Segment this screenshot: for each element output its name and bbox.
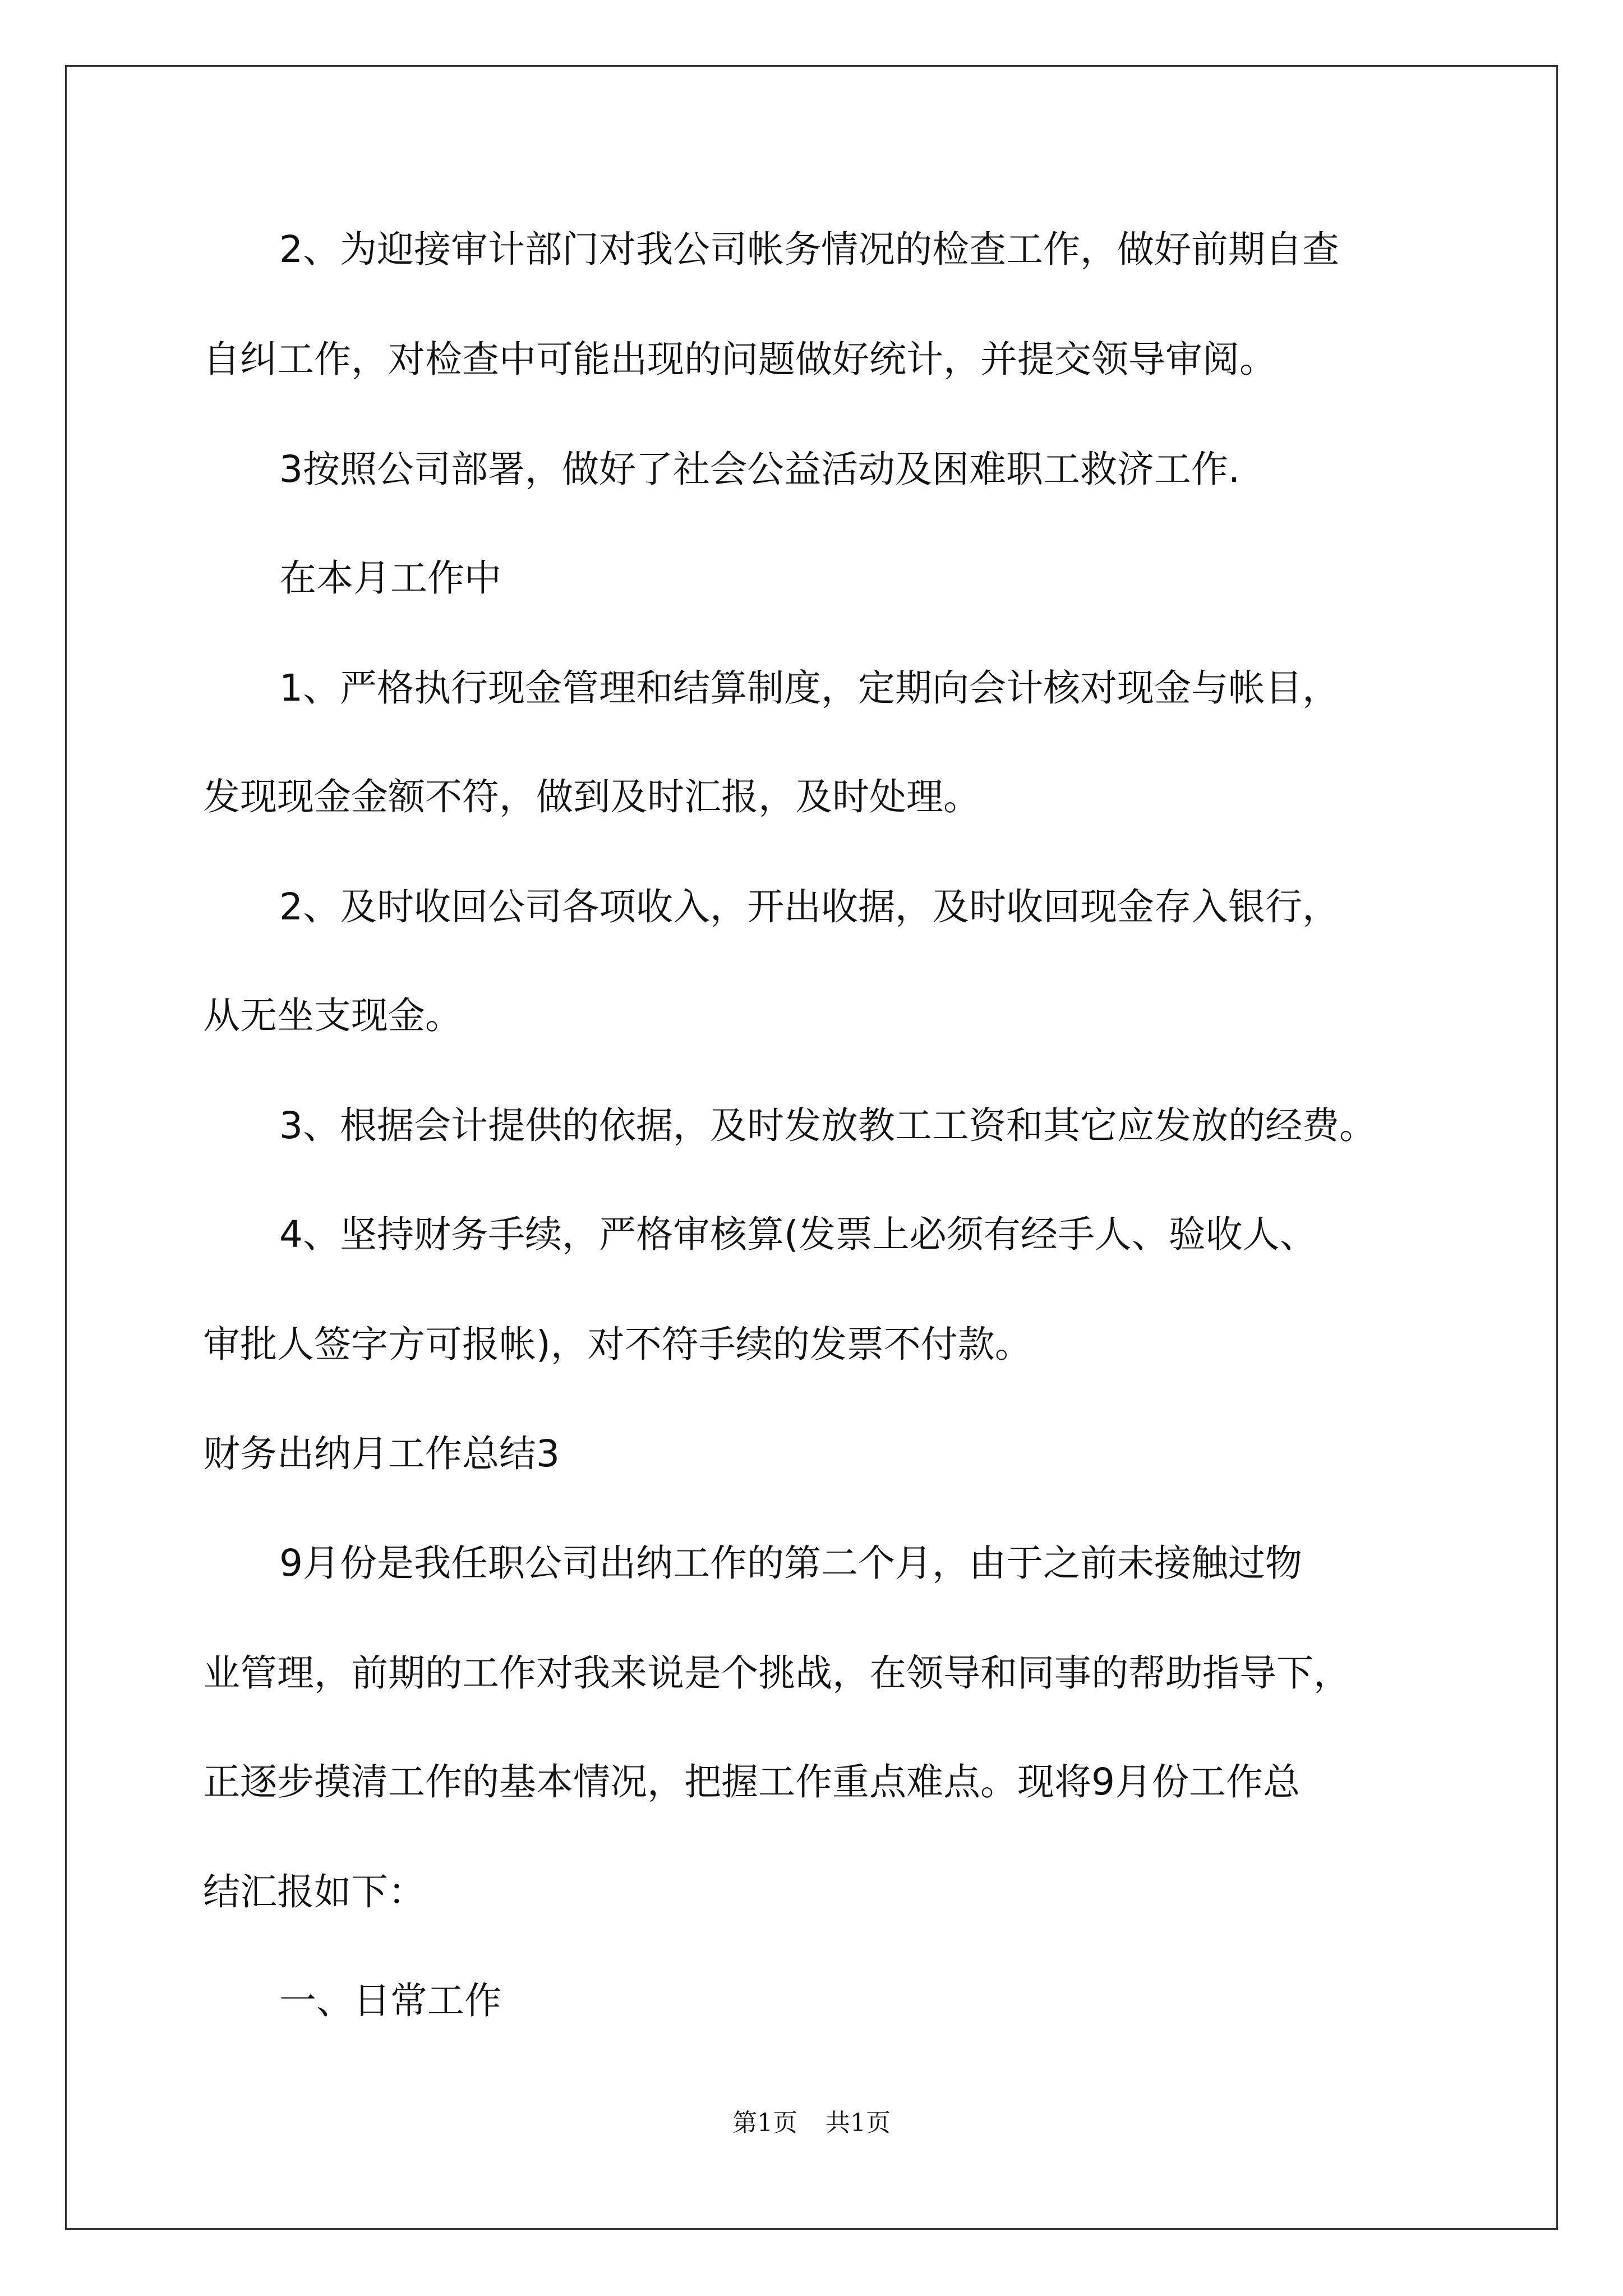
paragraph-line: 4、坚持财务手续，严格审核算(发票上必须有经手人、验收人、 [279, 1213, 1317, 1256]
paragraph-line: 自纠工作，对检查中可能出现的问题做好统计，并提交领导审阅。 [203, 338, 1276, 381]
paragraph-line: 9月份是我任职公司出纳工作的第二个月，由于之前未接触过物 [279, 1542, 1302, 1585]
paragraph-line: 从无坐支现金。 [203, 994, 462, 1037]
paragraph-line: 1、严格执行现金管理和结算制度，定期向会计核对现金与帐目， [279, 666, 1339, 710]
paragraph-line: 正逐步摸清工作的基本情况，把握工作重点难点。现将9月份工作总 [203, 1760, 1300, 1803]
page-total: 共1页 [826, 2109, 891, 2137]
paragraph-line: 在本月工作中 [279, 556, 501, 600]
paragraph-line: 2、及时收回公司各项收入，开出收据，及时收回现金存入银行， [279, 885, 1339, 928]
paragraph-line: 2、为迎接审计部门对我公司帐务情况的检查工作，做好前期自查 [279, 228, 1339, 271]
page-number: 第1页 [732, 2109, 797, 2137]
paragraph-line: 审批人签字方可报帐)，对不符手续的发票不付款。 [203, 1323, 1032, 1366]
paragraph-line: 3按照公司部署，做好了社会公益活动及困难职工救济工作. [279, 448, 1240, 491]
page-footer [0, 2109, 1623, 2137]
section-heading: 财务出纳月工作总结3 [203, 1432, 560, 1475]
paragraph-line: 业管理，前期的工作对我来说是个挑战，在领导和同事的帮助指导下， [203, 1651, 1350, 1695]
paragraph-line: 结汇报如下： [203, 1870, 425, 1913]
paragraph-line: 3、根据会计提供的依据，及时发放教工工资和其它应发放的经费。 [279, 1104, 1376, 1147]
paragraph-line: 一、日常工作 [279, 1979, 501, 2022]
paragraph-line: 发现现金金额不符，做到及时汇报，及时处理。 [203, 775, 980, 818]
